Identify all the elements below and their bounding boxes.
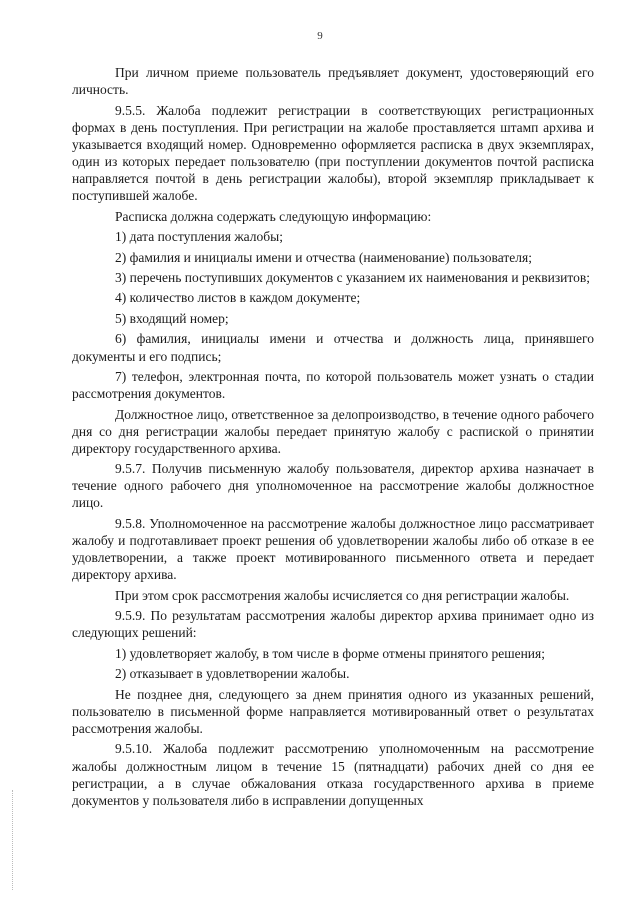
paragraph-review-term: При этом срок рассмотрения жалобы исчисляется со дня регистрации жалобы.	[115, 587, 570, 603]
paragraph-personal-reception: При личном приеме пользователь предъявляет документ, удостоверяющий его личность.	[72, 65, 594, 98]
list-item-1: 1) дата поступления жалобы;	[115, 229, 283, 245]
paragraph-records-officer: Должностное лицо, ответственное за делопроизводство, в течение одного рабочего дня со дня регистрации жалобы передает принятую жалобу с распиской о принятии директору государственного архива.	[72, 406, 594, 456]
list-item-7: 7) телефон, электронная почта, по которой пользователь может узнать о стадии рассмотрения документов.	[72, 369, 594, 402]
paragraph-9-5-9: 9.5.9. По результатам рассмотрения жалобы директор архива принимает одно из следующих решений:	[72, 608, 594, 641]
list-item-3: 3) перечень поступивших документов с указанием их наименования и реквизитов;	[115, 269, 590, 285]
paragraph-9-5-10: 9.5.10. Жалоба подлежит рассмотрению уполномоченным на рассмотрение жалобы должностным лицом в течение 15 (пятнадцати) рабочих дней со дня ее регистрации, а в случае обжалования отказа государственного архива в приеме документов у пользователя либо в исправлении допущенных	[72, 741, 594, 808]
list-item-2: 2) фамилия и инициалы имени и отчества (наименование) пользователя;	[115, 249, 532, 265]
list-item-6: 6) фамилия, инициалы имени и отчества и должность лица, принявшего документы и его подпись;	[72, 331, 594, 364]
list-item-5: 5) входящий номер;	[115, 310, 229, 326]
document-body	[72, 64, 594, 809]
scan-margin-marks	[12, 790, 15, 890]
page-number: 9	[317, 30, 323, 42]
decision-item-2: 2) отказывает в удовлетворении жалобы.	[115, 666, 350, 682]
decision-item-1: 1) удовлетворяет жалобу, в том числе в форме отмены принятого решения;	[115, 645, 545, 661]
paragraph-9-5-7: 9.5.7. Получив письменную жалобу пользователя, директор архива назначает в течение одного рабочего дня уполномоченное на рассмотрение жалобы должностное лицо.	[72, 461, 594, 511]
paragraph-9-5-8: 9.5.8. Уполномоченное на рассмотрение жалобы должностное лицо рассматривает жалобу и подготавливает проект решения об удовлетворении жалобы либо об отказе в ее удовлетворении, а также проект мотивированного письменного ответа и передает директору архива.	[72, 515, 594, 583]
paragraph-9-5-5: 9.5.5. Жалоба подлежит регистрации в соответствующих регистрационных формах в день поступления. При регистрации на жалобе проставляется штамп архива и указывается входящий номер. Одновременно оформляется расписка в двух экземплярах, один из которых передает пользователю (при поступлении документов почтой расписка направляется почтой в день регистрации жалобы), второй экземпляр прикладывает к поступившей жалобе.	[72, 102, 594, 204]
list-item-4: 4) количество листов в каждом документе;	[115, 290, 361, 306]
paragraph-response-deadline: Не позднее дня, следующего за днем принятия одного из указанных решений, пользователю в письменной форме направляется мотивированный ответ о результатах рассмотрения жалобы.	[72, 686, 594, 736]
paragraph-receipt-intro: Расписка должна содержать следующую информацию:	[115, 208, 432, 224]
